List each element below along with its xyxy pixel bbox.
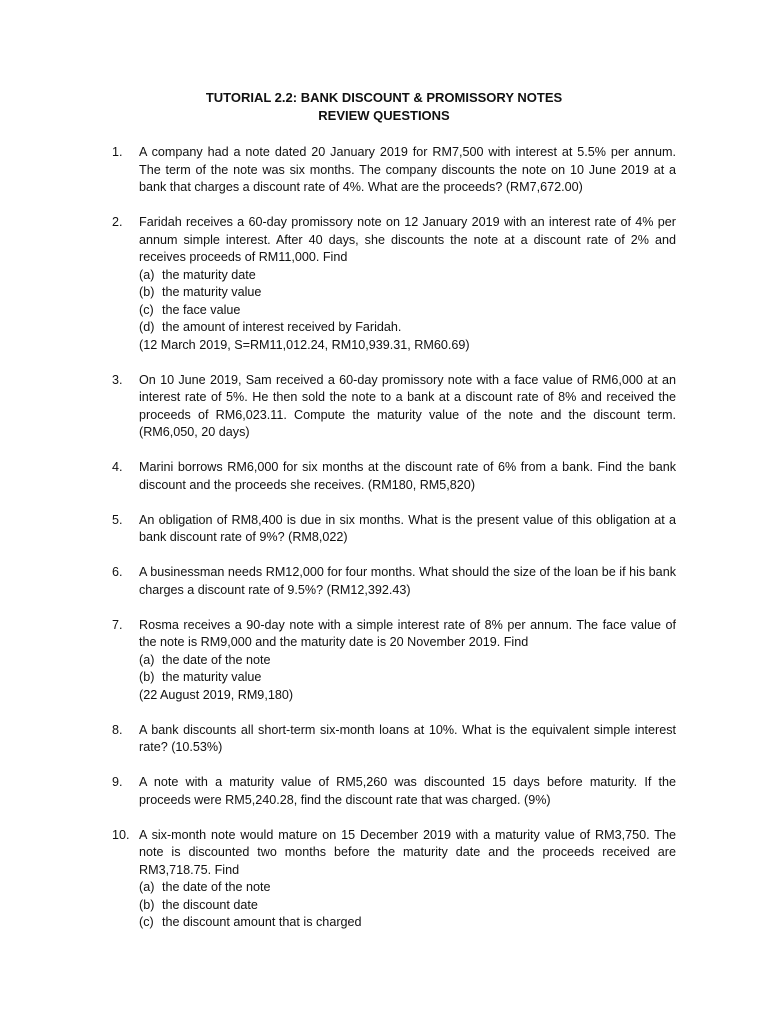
question-text: Rosma receives a 90-day note with a simple interest rate of 8% per annum. The face value of the note is RM9,000 and the maturity date is 20 November 2019. Find <box>139 617 676 649</box>
question-body <box>139 512 676 547</box>
question-text: An obligation of RM8,400 is due in six months. What is the present value of this obligation at a bank discount rate of 9%? (RM8,022) <box>139 512 676 544</box>
question-text: A company had a note dated 20 January 2019 for RM7,500 with interest at 5.5% per annum. The term of the note was six months. The company discounts the note on 10 June 2019 at a bank that charges a discount rate of 4%. What are the proceeds? (RM7,672.00) <box>139 145 676 194</box>
question-number: 1. <box>112 145 123 159</box>
sub-question-text: the discount date <box>162 897 258 912</box>
sub-question <box>139 652 676 670</box>
question-body <box>139 564 676 599</box>
question-item <box>112 214 676 354</box>
question-text: Marini borrows RM6,000 for six months at the discount rate of 6% from a bank. Find the bank discount and the proceeds she receives. (RM180, RM5,820) <box>139 460 676 492</box>
question-number: 5. <box>112 512 123 527</box>
sub-question-text: the maturity value <box>162 670 262 684</box>
sub-question-label: (a) <box>139 267 155 282</box>
question-body <box>139 144 676 197</box>
answer-text: (12 March 2019, S=RM11,012.24, RM10,939.31, RM60.69) <box>139 337 470 352</box>
question-item <box>112 144 676 197</box>
sub-question-text: the face value <box>162 302 241 317</box>
sub-question-text: the maturity date <box>162 267 256 282</box>
sub-question <box>139 669 676 687</box>
sub-question-text: the maturity value <box>162 285 262 299</box>
question-text: A bank discounts all short-term six-month loans at 10%. What is the equivalent simple interest rate? (10.53%) <box>139 722 676 754</box>
question-item <box>112 827 676 932</box>
question-text: A six-month note would mature on 15 December 2019 with a maturity value of RM3,750. The note is discounted two months before the maturity date and the proceeds received are RM3,718.75. Find <box>139 827 676 877</box>
sub-question <box>139 914 676 932</box>
sub-question-label: (c) <box>139 915 154 929</box>
question-number: 4. <box>112 460 123 474</box>
question-body <box>139 214 676 354</box>
question-number: 10. <box>112 827 130 842</box>
sub-question-label: (b) <box>139 285 155 299</box>
sub-question-text: the date of the note <box>162 880 271 894</box>
question-item <box>112 564 676 599</box>
question-number: 8. <box>112 722 123 737</box>
question-item <box>112 459 676 494</box>
sub-question <box>139 284 676 302</box>
sub-question <box>139 897 676 915</box>
question-text: Faridah receives a 60-day promissory note on 12 January 2019 with an interest rate of 4% per annum simple interest. After 40 days, she discounts the note at a discount rate of 2% and receives proceeds of RM11,000. Find <box>139 215 676 264</box>
question-body <box>139 617 676 705</box>
question-number: 6. <box>112 565 123 579</box>
sub-question-label: (a) <box>139 652 155 667</box>
sub-question-text: the date of the note <box>162 652 271 667</box>
question-body <box>139 827 676 932</box>
page-title <box>0 89 768 125</box>
question-number: 2. <box>112 215 123 229</box>
sub-question-label: (a) <box>139 880 155 894</box>
question-body <box>139 459 676 494</box>
title-line-1: TUTORIAL 2.2: BANK DISCOUNT & PROMISSORY NOTES <box>205 90 563 105</box>
question-text: A businessman needs RM12,000 for four months. What should the size of the loan be if his bank charges a discount rate of 9.5%? (RM12,392.43) <box>139 565 676 597</box>
question-item <box>112 512 676 547</box>
question-list <box>112 144 676 949</box>
question-text: On 10 June 2019, Sam received a 60-day promissory note with a face value of RM6,000 at an interest rate of 5%. He then sold the note to a bank at a discount rate of 8% and received the proceeds of RM6,023.11. Compute the maturity value of the note and the discount term. (RM6,050, 20 days) <box>139 372 676 439</box>
sub-question-text: the amount of interest received by Faridah. <box>162 320 402 334</box>
sub-question-label: (d) <box>139 320 155 334</box>
title-line-2: REVIEW QUESTIONS <box>318 108 450 123</box>
question-item <box>112 774 676 809</box>
sub-question <box>139 267 676 285</box>
sub-question <box>139 302 676 320</box>
question-item <box>112 372 676 442</box>
question-number: 7. <box>112 617 123 632</box>
question-number: 9. <box>112 775 123 789</box>
question-item <box>112 722 676 757</box>
sub-question <box>139 319 676 337</box>
sub-question-label: (c) <box>139 302 154 317</box>
question-text: A note with a maturity value of RM5,260 was discounted 15 days before maturity. If the proceeds were RM5,240.28, find the discount rate that was charged. (9%) <box>139 775 676 807</box>
sub-question-label: (b) <box>139 897 155 912</box>
question-body <box>139 722 676 757</box>
question-number: 3. <box>112 372 123 387</box>
sub-question <box>139 879 676 897</box>
question-item <box>112 617 676 705</box>
sub-question-text: the discount amount that is charged <box>162 915 362 929</box>
answer-text: (22 August 2019, RM9,180) <box>139 687 294 702</box>
question-body <box>139 774 676 809</box>
sub-question-label: (b) <box>139 670 155 684</box>
question-body <box>139 372 676 442</box>
